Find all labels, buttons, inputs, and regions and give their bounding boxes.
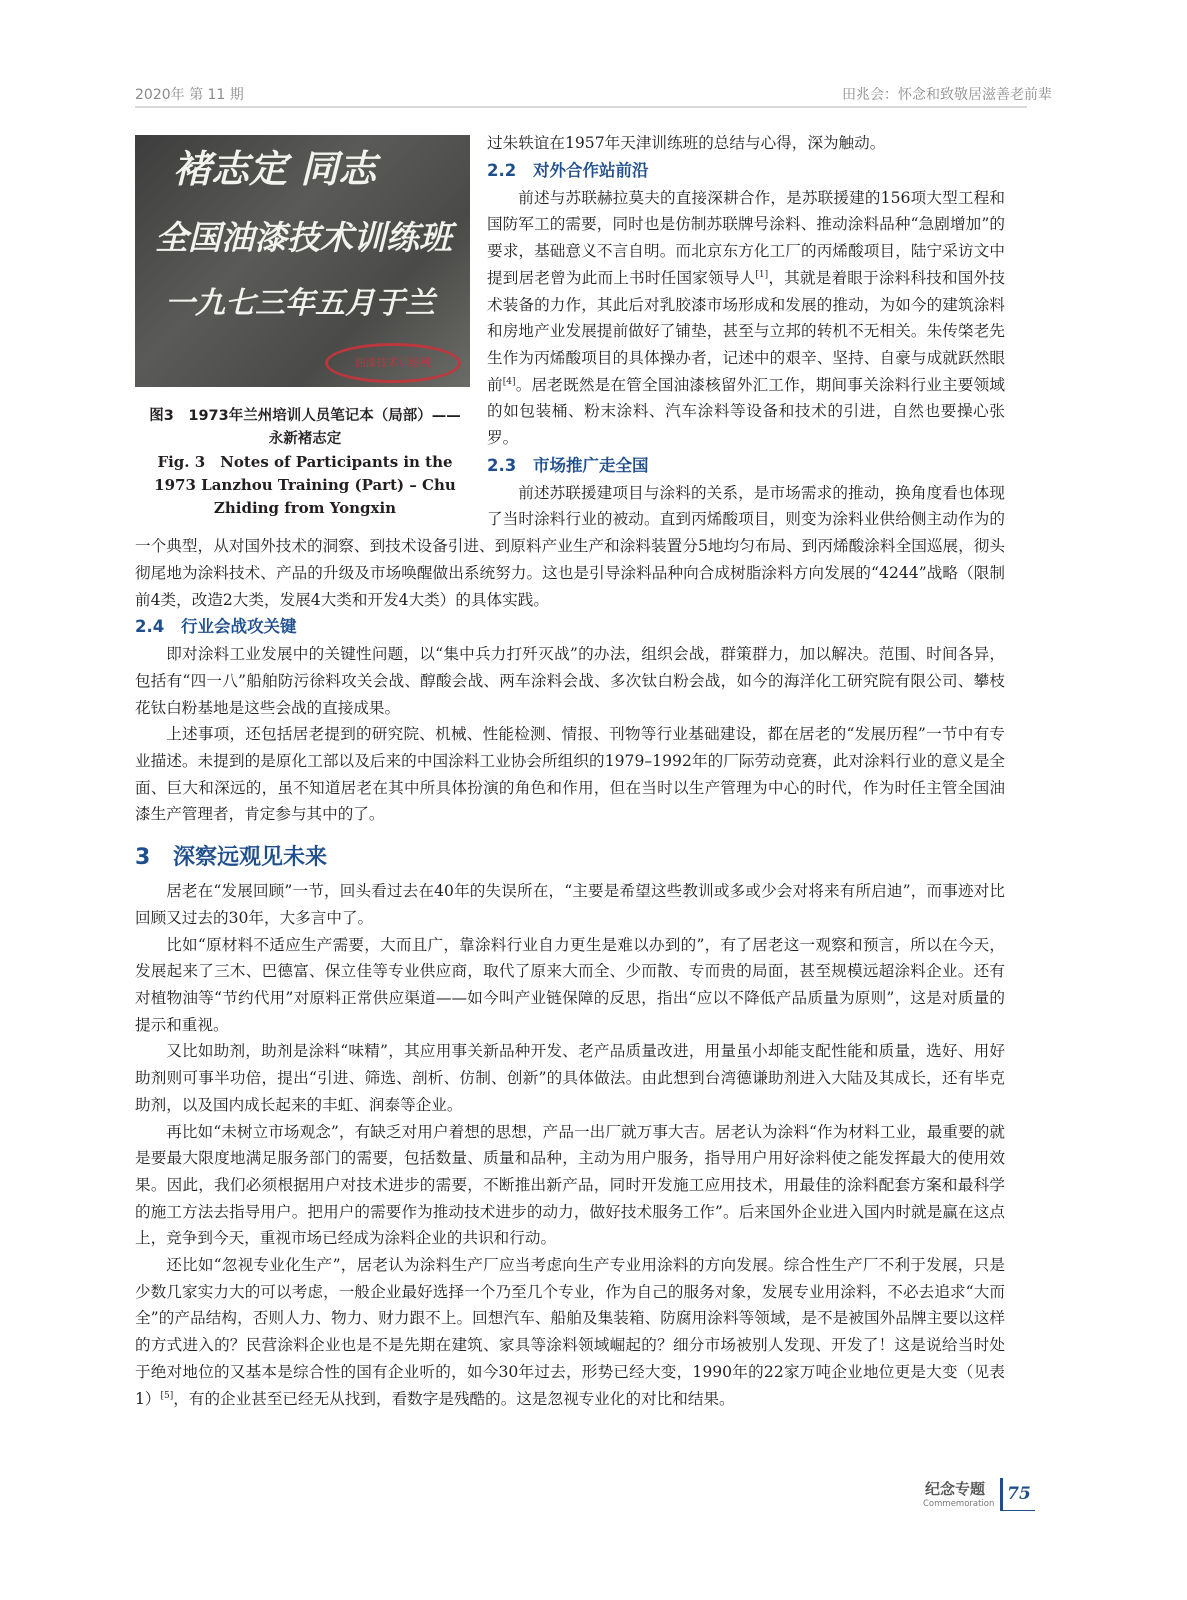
footer-section-en: Commemoration: [923, 1499, 995, 1509]
figure-3: [135, 130, 487, 524]
paragraph: 前述与苏联赫拉莫夫的直接深耕合作，是苏联援建的156项大型工程和国防军工的需要，同时也是仿制苏联牌号涂料、推动涂料品种“急剧增加”的要求，基础意义不言自明。而北京东方化工厂的丙烯酸项目，陆宁采访文中提到居老曾为此而上书时任国家领导人[1]，其就是着眼于涂料科技和国外技术装备的力作，其此后对乳胶漆市场形成和发展的推动，为如今的建筑涂料和房地产业发展提前做好了铺垫，甚至与立邦的转机不无相关。朱传棨老先生作为丙烯酸项目的具体操办者，记述中的艰辛、坚持、自豪与成就跃然眼前[4]。居老既然是在管全国油漆核留外汇工作，期间事关涂料行业主要领域的如包装桶、粉末涂料、汽车涂料等设备和技术的引进，自然也要操心张罗。: [487, 188, 1005, 448]
citation-5[interactable]: [5]: [160, 1390, 174, 1401]
paragraph: 还比如“忽视专业化生产”，居老认为涂料生产厂应当考虑向生产专业用涂料的方向发展。综合性生产厂不利于发展，只是少数几家实力大的可以考虑，一般企业最好选择一个乃至几个专业，作为自己的服务对象，发展专业用涂料，不必去追求“大而全”的产品结构，否则人力、物力、财力跟不上。回想汽车、船舶及集装箱、防腐用涂料等领域，是不是被国外品牌主要以这样的方式进入的？民营涂料企业也是不是先期在建筑、家具等涂料领域崛起的？细分市场被别人发现、开发了！这是说给当时处于绝对地位的又基本是综合性的国有企业听的，如今30年过去，形势已经大变，1990年的22家万吨企业地位更是大变（见表1）[5]，有的企业甚至已经无从找到，看数字是残酷的。这是忽视专业化的对比和结果。: [135, 1256, 1005, 1408]
citation-4[interactable]: [4]: [502, 376, 516, 387]
paragraph: 居老在“发展回顾”一节，回头看过去在40年的失误所在，“主要是希望这些教训或多或少会对将来有所启迪”，而事迹对比回顾又过去的30年，大多言中了。: [135, 882, 1005, 927]
citation-1[interactable]: [1]: [755, 269, 769, 280]
figure-caption: [135, 405, 475, 520]
red-stamp: 油漆技术训练班: [325, 343, 461, 383]
section-heading-3: 3 深察远观见未来: [135, 845, 328, 871]
notebook-photo: [135, 135, 470, 387]
paragraph: 前述苏联援建项目与涂料的关系，是市场需求的推动，换角度看也体现了当时涂料行业的被动。直到丙烯酸项目，则变为涂料业供给侧主动作为的一个典型，从对国外技术的洞察、到技术设备引进、到原料产业生产和涂料装置分5地均匀布局、到丙烯酸涂料全国巡展，彻头彻尾地为涂料技术、产品的升级及市场唤醒做出系统努力。这也是引导涂料品种向合成树脂涂料方向发展的“4244”战略（限制前4类，改造2大类，发展4大类和开发4大类）的具体实践。: [135, 483, 1005, 609]
section-heading-2-3: 2.3 市场推广走全国: [487, 455, 649, 475]
photo-handwriting-2: 全国油漆技术训练班: [155, 218, 452, 257]
caption-zh-line2: 永新褚志定: [268, 431, 342, 447]
paragraph: 又比如助剂，助剂是涂料“味精”，其应用事关新品种开发、老产品质量改进，用量虽小却能支配性能和质量，选好、用好助剂则可事半功倍，提出“引进、筛选、剖析、仿制、创新”的具体做法。由此想到台湾德谦助剂进入大陆及其成长，还有毕克助剂，以及国内成长起来的丰虹、润泰等企业。: [135, 1042, 1005, 1114]
page-number: 75: [1000, 1478, 1035, 1511]
paragraph: 即对涂料工业发展中的关键性问题，以“集中兵力打歼灭战”的办法，组织会战，群策群力，加以解决。范围、时间各异，包括有“四一八”船舶防污徐料攻关会战、醇酸会战、两车涂料会战、多次钛白粉会战，如今的海洋化工研究院有限公司、攀枝花钛白粉基地是这些会战的直接成果。: [135, 645, 1005, 717]
article-title-header: 田兆会：怀念和致敬居滋善老前辈: [842, 87, 1052, 103]
caption-zh-line1: 图3 1973年兰州培训人员笔记本（局部）——: [149, 408, 461, 424]
paragraph: 比如“原材料不适应生产需要，大而且广，靠涂料行业自力更生是难以办到的”，有了居老这一观察和预言，所以在今天，发展起来了三木、巴德富、保立佳等专业供应商，取代了原来大而全、少而散、专而贵的局面，甚至规模远超涂料企业。还有对植物油等“节约代用”对原料正常供应渠道——如今叫产业链保障的反思，指出“应以不降低产品质量为原则”，这是对质量的提示和重视。: [135, 935, 1005, 1034]
photo-handwriting-1: 褚志定 同志: [173, 146, 377, 191]
footer-section: 纪念专题: [925, 1480, 986, 1498]
running-header: [135, 84, 1052, 108]
page-footer: [925, 1478, 1045, 1520]
paragraph: 再比如“未树立市场观念”，有缺乏对用户着想的思想，产品一出厂就万事大吉。居老认为涂料“作为材料工业，最重要的就是要最大限度地满足服务部门的需要，包括数量、质量和品种，主动为用户服务，指导用户用好涂料使之能发挥最大的使用效果。因此，我们必须根据用户对技术进步的需要，不断推出新产品，同时开发施工应用技术，用最佳的涂料配套方案和最科学的施工方法去指导用户。把用户的需要作为推动技术进步的动力，做好技术服务工作”。后来国外企业进入国内时就是赢在这点上，竞争到今天，重视市场已经成为涂料企业的共识和行动。: [135, 1122, 1005, 1248]
article-body: [135, 130, 1005, 1412]
photo-handwriting-3: 一九七三年五月于兰: [165, 286, 435, 321]
issue-label: 2020年 第 11 期: [135, 87, 244, 103]
section-heading-2-2: 2.2 对外合作站前沿: [487, 160, 649, 180]
paragraph: 上述事项，还包括居老提到的研究院、机械、性能检测、情报、刊物等行业基础建设，都在居老的“发展历程”一节中有专业描述。未提到的是原化工部以及后来的中国涂料工业协会所组织的1979–1992年的厂际劳动竞赛，此对涂料行业的意义是全面、巨大和深远的，虽不知道居老在其中所具体扮演的角色和作用，但在当时以生产管理为中心的时代，作为时任主管全国油漆生产管理者，肯定参与其中的了。: [135, 725, 1005, 824]
caption-en: Fig. 3 Notes of Participants in the 1973 Lanzhou Training (Part) – Chu Zhiding from Yongxin: [154, 453, 456, 517]
section-heading-2-4: 2.4 行业会战攻关键: [135, 617, 297, 637]
paragraph: 过朱轶谊在1957年天津训练班的总结与心得，深为触动。: [487, 134, 886, 152]
